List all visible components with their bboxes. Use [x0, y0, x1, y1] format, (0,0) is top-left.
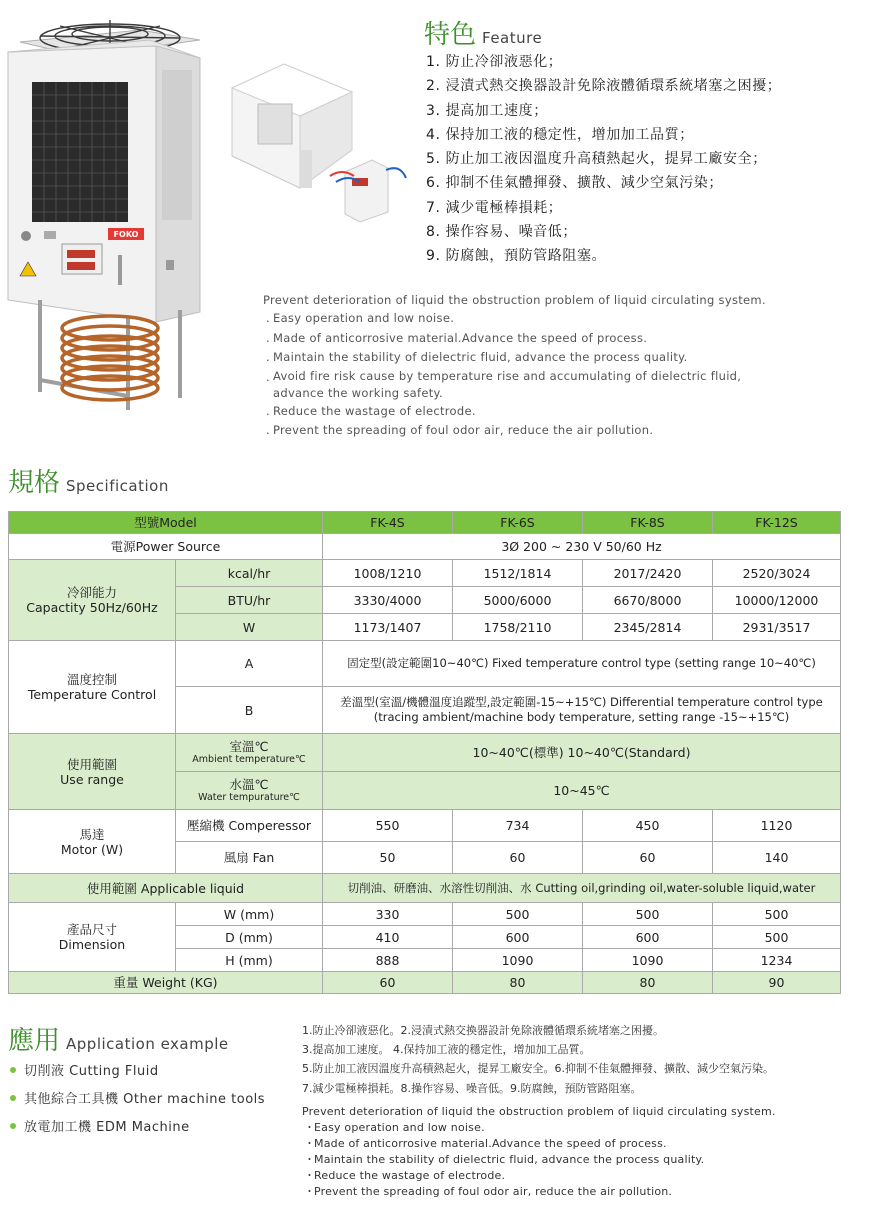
- water-value: 10~45℃: [323, 772, 841, 810]
- ambient-label: [176, 734, 323, 772]
- table-cell: 410: [323, 926, 453, 949]
- table-cell: 2345/2814: [583, 614, 713, 641]
- bullet-dot-icon: [10, 1067, 16, 1073]
- table-cell: 450: [583, 810, 713, 842]
- kcal-label: kcal/hr: [176, 560, 323, 587]
- table-cell: 140: [713, 842, 841, 874]
- water-label-en: Water tempurature℃: [198, 792, 300, 803]
- bullet: .: [266, 350, 270, 364]
- feature-en-text: Made of anticorrosive material.Advance the speed of process.: [273, 330, 648, 345]
- temp-control-label: [9, 641, 176, 734]
- table-cell: 90: [713, 972, 841, 994]
- feature-en-item: [263, 309, 823, 329]
- table-row: [9, 874, 841, 903]
- feature-title-en: Feature: [482, 29, 543, 47]
- bullet: ・: [304, 1153, 316, 1166]
- ambient-value: 10~40℃(標準) 10~40℃(Standard): [323, 734, 841, 772]
- dimension-en: Dimension: [58, 937, 126, 952]
- application-title-zh: 應用: [8, 1026, 61, 1056]
- bullet-dot-icon: [10, 1095, 16, 1101]
- brand-logo-text: FOKO: [113, 230, 139, 239]
- feature-item: 9. 防腐蝕，預防管路阻塞。: [426, 248, 607, 265]
- summary-en-item: [302, 1152, 776, 1168]
- table-cell: 1173/1407: [323, 614, 453, 641]
- table-cell: 500: [583, 903, 713, 926]
- table-cell: 80: [453, 972, 583, 994]
- table-header-row: [9, 512, 841, 534]
- table-cell: 1234: [713, 949, 841, 972]
- dim-h-label: H (mm): [176, 949, 323, 972]
- water-label: [176, 772, 323, 810]
- application-list: [10, 1058, 265, 1142]
- model-name: FK-4S: [323, 512, 453, 534]
- list-item: [10, 1114, 265, 1142]
- table-cell: 600: [583, 926, 713, 949]
- temp-b-value-line1: 差溫型(室溫/機體溫度追蹤型,設定範圍-15~+15℃) Differential temperature control type: [340, 695, 823, 709]
- bullet-dot-icon: [10, 1123, 16, 1129]
- feature-item: 8. 操作容易、噪音低；: [426, 224, 578, 241]
- use-range-en: Use range: [60, 771, 124, 787]
- feature-en-lead: Prevent deterioration of liquid the obstruction problem of liquid circulating system.: [263, 293, 766, 307]
- feature-item: 6. 抑制不佳氣體揮發、擴散、減少空氣污染；: [426, 175, 724, 192]
- spec-title-en: Specification: [66, 477, 169, 495]
- feature-item: 3. 提高加工速度；: [426, 102, 548, 119]
- liquid-label: 使用範圍 Applicable liquid: [9, 874, 323, 903]
- motor-label-en: Motor (W): [60, 841, 124, 857]
- spec-table: [8, 511, 841, 994]
- feature-heading: [424, 14, 542, 51]
- table-cell: 1090: [453, 949, 583, 972]
- bullet: .: [266, 311, 270, 325]
- fan-label: 風扇 Fan: [176, 842, 323, 874]
- feature-en-item: [263, 421, 823, 441]
- feature-item: 2. 浸漬式熱交換器設計免除液體循環系統堵塞之困擾；: [426, 78, 782, 95]
- application-item-text: 切削液 Cutting Fluid: [24, 1064, 159, 1079]
- bullet: ・: [304, 1169, 316, 1182]
- table-cell: 2017/2420: [583, 560, 713, 587]
- power-value: 3Ø 200 ~ 230 V 50/60 Hz: [323, 534, 841, 560]
- application-item-text: 放電加工機 EDM Machine: [24, 1120, 190, 1135]
- application-en-lead: Prevent deterioration of liquid the obstruction problem of liquid circulating system.: [302, 1105, 776, 1118]
- temp-a-label: A: [176, 641, 323, 687]
- bullet: .: [266, 423, 270, 437]
- spec-title-zh: 規格: [8, 468, 61, 498]
- model-name: FK-12S: [713, 512, 841, 534]
- table-cell: 2520/3024: [713, 560, 841, 587]
- summary-en-text: Easy operation and low noise.: [314, 1121, 485, 1134]
- table-cell: 5000/6000: [453, 587, 583, 614]
- motor-label: [9, 810, 176, 874]
- table-row: [9, 903, 841, 926]
- feature-en-item: [263, 348, 823, 368]
- liquid-value: 切削油、研磨油、水溶性切削油、水 Cutting oil,grinding oil,water-soluble liquid,water: [323, 874, 841, 903]
- feature-en-text: Avoid fire risk cause by temperature rise and accumulating of dielectric fluid,: [273, 368, 742, 383]
- application-item-text: 其他綜合工具機 Other machine tools: [24, 1092, 266, 1107]
- model-label: 型號Model: [9, 512, 323, 534]
- dimension-zh: 產品尺寸: [66, 922, 117, 937]
- table-row: [9, 734, 841, 772]
- table-cell: 500: [453, 903, 583, 926]
- watt-label: W: [176, 614, 323, 641]
- temp-control-zh: 溫度控制: [66, 672, 117, 687]
- feature-item: 1. 防止冷卻液惡化；: [426, 54, 563, 70]
- summary-line: 1.防止冷卻液惡化。2.浸漬式熱交換器設計免除液體循環系統堵塞之困擾。: [302, 1024, 664, 1037]
- feature-en-text: Easy operation and low noise.: [273, 311, 455, 325]
- condenser-grille: [32, 82, 128, 222]
- compressor-label: 壓縮機 Comperessor: [176, 810, 323, 842]
- table-cell: 3330/4000: [323, 587, 453, 614]
- model-name: FK-8S: [583, 512, 713, 534]
- spec-heading: [8, 462, 169, 499]
- capacity-label: [9, 560, 176, 641]
- chiller-body: [8, 40, 200, 322]
- feature-en-item: [263, 329, 823, 349]
- table-row: [9, 560, 841, 587]
- table-cell: 600: [453, 926, 583, 949]
- capacity-label-en: Capactity 50Hz/60Hz: [26, 600, 158, 615]
- feature-list-zh: [426, 50, 781, 269]
- table-row: [9, 972, 841, 994]
- table-cell: 80: [583, 972, 713, 994]
- bullet: ・: [304, 1121, 316, 1134]
- capacity-label-zh: 冷卻能力: [66, 585, 117, 600]
- btu-label: BTU/hr: [176, 587, 323, 614]
- feature-title-zh: 特色: [424, 20, 477, 50]
- table-cell: 1008/1210: [323, 560, 453, 587]
- ambient-label-zh: 室溫℃: [229, 739, 269, 754]
- table-cell: 10000/12000: [713, 587, 841, 614]
- bullet: ・: [304, 1185, 316, 1198]
- feature-item: 5. 防止加工液因溫度升高積熱起火，提昇工廠安全；: [426, 151, 767, 168]
- summary-en-item: [302, 1168, 776, 1184]
- motor-label-zh: 馬達: [79, 826, 105, 842]
- feature-item: 7. 減少電極棒損耗；: [426, 199, 563, 216]
- dim-w-label: W (mm): [176, 903, 323, 926]
- table-cell: 734: [453, 810, 583, 842]
- summary-en-item: [302, 1184, 776, 1200]
- summary-line: 3.提高加工速度。 4.保持加工液的穩定性，增加加工品質。: [302, 1043, 591, 1057]
- bullet: .: [266, 330, 270, 345]
- table-cell: 1512/1814: [453, 560, 583, 587]
- application-title-en: Application example: [66, 1035, 229, 1053]
- application-summary-zh: [302, 1021, 774, 1098]
- dim-d-label: D (mm): [176, 926, 323, 949]
- weight-label: 重量 Weight (KG): [9, 972, 323, 994]
- table-cell: 1090: [583, 949, 713, 972]
- summary-en-text: Prevent the spreading of foul odor air, reduce the air pollution.: [314, 1185, 673, 1198]
- table-cell: 60: [583, 842, 713, 874]
- summary-en-text: Maintain the stability of dielectric fluid, advance the process quality.: [314, 1153, 705, 1166]
- machine-diagram: [232, 64, 406, 222]
- table-row: [9, 641, 841, 687]
- use-range-zh: 使用範圍: [66, 756, 117, 772]
- feature-list-en: [263, 292, 823, 441]
- copper-coil: [62, 316, 158, 400]
- table-cell: 888: [323, 949, 453, 972]
- application-summary-en: [302, 1104, 776, 1200]
- power-label: 電源Power Source: [9, 534, 323, 560]
- summary-en-item: [302, 1120, 776, 1136]
- summary-en-text: Made of anticorrosive material.Advance the speed of process.: [314, 1137, 667, 1150]
- temp-b-label: B: [176, 687, 323, 734]
- model-name: FK-6S: [453, 512, 583, 534]
- feature-en-item: [263, 368, 823, 402]
- application-heading: [8, 1020, 229, 1057]
- table-cell: 500: [713, 903, 841, 926]
- feature-en-text: Prevent the spreading of foul odor air, reduce the air pollution.: [273, 423, 654, 437]
- list-item: [10, 1086, 265, 1114]
- table-cell: 2931/3517: [713, 614, 841, 641]
- bullet: ・: [304, 1137, 316, 1150]
- table-cell: 330: [323, 903, 453, 926]
- feature-en-text-cont: advance the working safety.: [273, 385, 443, 400]
- table-cell: 1120: [713, 810, 841, 842]
- table-row: [9, 534, 841, 560]
- table-row: [9, 810, 841, 842]
- table-cell: 60: [453, 842, 583, 874]
- feature-item: 4. 保持加工液的穩定性，增加加工品質；: [426, 126, 694, 143]
- feature-en-text: Reduce the wastage of electrode.: [273, 403, 476, 418]
- ambient-label-en: Ambient temperature℃: [192, 754, 306, 765]
- table-cell: 60: [323, 972, 453, 994]
- dimension-label: [9, 903, 176, 972]
- feature-en-item: [263, 402, 823, 422]
- table-cell: 550: [323, 810, 453, 842]
- water-label-zh: 水溫℃: [229, 777, 269, 792]
- table-cell: 1758/2110: [453, 614, 583, 641]
- temp-b-value-line2: (tracing ambient/machine body temperature, setting range -15~+15℃): [373, 710, 790, 724]
- feature-en-text: Maintain the stability of dielectric fluid, advance the process quality.: [273, 350, 688, 364]
- bullet: .: [266, 369, 270, 384]
- temp-a-value: 固定型(設定範圍10~40℃) Fixed temperature control type (setting range 10~40℃): [323, 641, 841, 687]
- summary-en-item: [302, 1136, 776, 1152]
- temp-b-value: [323, 687, 841, 734]
- summary-en-text: Reduce the wastage of electrode.: [314, 1169, 506, 1182]
- list-item: [10, 1058, 265, 1086]
- temp-control-en: Temperature Control: [27, 687, 157, 702]
- table-cell: 6670/8000: [583, 587, 713, 614]
- bullet: .: [266, 403, 270, 418]
- table-cell: 50: [323, 842, 453, 874]
- summary-line: 7.減少電極棒損耗。8.操作容易、噪音低。9.防腐蝕，預防管路阻塞。: [302, 1081, 642, 1095]
- use-range-label: [9, 734, 176, 810]
- table-cell: 500: [713, 926, 841, 949]
- summary-line: 5.防止加工液因溫度升高積熱起火，提昇工廠安全。6.抑制不佳氣體揮發、擴散、減少空氣污染。: [302, 1062, 774, 1076]
